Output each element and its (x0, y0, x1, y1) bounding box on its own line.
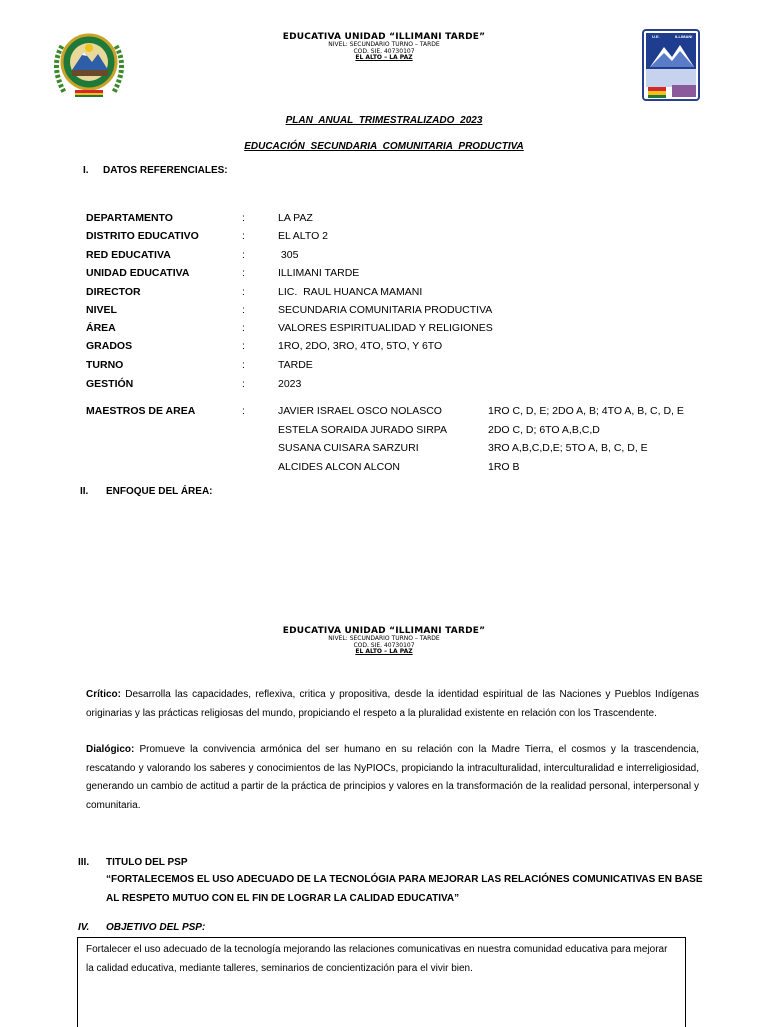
right-logo-label-right: ILLIMANI (675, 34, 693, 39)
section-title: OBJETIVO DEL PSP: (106, 922, 206, 933)
objective-box (77, 937, 686, 1027)
section-heading-4 (78, 922, 205, 933)
header-code: COD. SIE. 40730107 (353, 641, 415, 649)
bullet-label: Dialógico: (86, 744, 135, 755)
teachers-sep: : (242, 405, 245, 417)
data-value: TARDE (278, 359, 313, 371)
data-key: ÁREA (86, 322, 116, 334)
header-level-shift: NIVEL: SECUNDARIO TURNO – TARDE (328, 41, 440, 49)
data-value: SECUNDARIA COMUNITARIA PRODUCTIVA (278, 304, 493, 316)
data-value: 2023 (278, 378, 302, 390)
data-sep: : (242, 322, 245, 334)
teacher-grades: 1RO C, D, E; 2DO A, B; 4TO A, B, C, D, E (488, 405, 684, 417)
bullet-item (86, 741, 699, 815)
data-sep: : (242, 378, 245, 390)
psp-title: “FORTALECEMOS EL USO ADECUADO DE LA TECNOLÓGIA PARA MEJORAR LAS RELACIÓNES COMUNICATIVAS EN BASE AL RESPETO MUTUO CON EL FIN DE LOGRAR LA CALIDAD EDUCATIVA” (106, 874, 703, 904)
data-value: LA PAZ (278, 212, 313, 224)
data-key: GESTIÓN (86, 378, 134, 390)
teachers-key: MAESTROS DE AREA (86, 405, 196, 417)
data-key: DIRECTOR (86, 286, 141, 298)
header-school-name: EDUCATIVA UNIDAD “ILLIMANI TARDE” (282, 32, 486, 42)
bullet-text: Desarrolla las capacidades, reflexiva, critica y propositiva, desde la identidad espiritual de las Naciones y Pueblos Indígenas originarias y las prácticas religiosas del mundo, propiciando el respeto a la pluralidad existente en relación con los Trascendente. (86, 689, 699, 719)
section-number: IV. (78, 922, 90, 933)
data-key: UNIDAD EDUCATIVA (86, 267, 190, 279)
header-level-shift: NIVEL: SECUNDARIO TURNO – TARDE (328, 635, 440, 643)
teacher-name: ALCIDES ALCON ALCON (278, 461, 400, 473)
header-place: EL ALTO – LA PAZ (355, 54, 413, 62)
data-value: EL ALTO 2 (278, 230, 329, 242)
bullet-item (86, 686, 699, 723)
section-title: DATOS REFERENCIALES: (103, 165, 228, 176)
page-header-repeat (0, 627, 768, 655)
plan-title: PLAN ANUAL TRIMESTRALIZADO 2023 (285, 115, 483, 126)
data-sep: : (242, 230, 245, 242)
right-logo-label-left: U.E. (652, 34, 660, 39)
section-heading-1 (83, 165, 228, 176)
bullet-text: Promueve la convivencia armónica del ser humano en su relación con la Madre Tierra, el cosmos y la trascendencia, rescatando y valorando los saberes y conocimientos de las NyPIOCs, propiciando la intraculturalidad, interculturalidad e interreligiosidad, generando un cambio de actitud a partir de la práctica de principios y valores en la transformación de la realidad personal, interpersonal y comunitaria. (86, 744, 699, 811)
data-sep: : (242, 340, 245, 352)
data-value: 1RO, 2DO, 3RO, 4TO, 5TO, Y 6TO (278, 340, 443, 352)
section-heading-2 (80, 486, 213, 497)
section-number: III. (78, 857, 90, 868)
section-heading-3 (78, 857, 188, 868)
data-key: DEPARTAMENTO (86, 212, 173, 224)
plan-subtitle: EDUCACIÓN SECUNDARIA COMUNITARIA PRODUCTIVA (244, 141, 524, 152)
data-value: 305 (278, 249, 299, 261)
data-key: GRADOS (86, 340, 133, 352)
bullet-label: Crítico: (86, 689, 121, 700)
header-school-name: EDUCATIVA UNIDAD “ILLIMANI TARDE” (282, 626, 486, 636)
data-value: LIC. RAUL HUANCA MAMANI (278, 286, 423, 298)
data-key: RED EDUCATIVA (86, 249, 171, 261)
teacher-name: ESTELA SORAIDA JURADO SIRPA (278, 424, 448, 436)
page-header (0, 33, 768, 61)
teacher-grades: 1RO B (488, 461, 520, 473)
header-place: EL ALTO – LA PAZ (355, 648, 413, 656)
section-title: TITULO DEL PSP (106, 857, 188, 868)
data-value: VALORES ESPIRITUALIDAD Y RELIGIONES (278, 322, 493, 334)
section-number: II. (80, 486, 89, 497)
left-logo-ring-text: DISTRITO DE EL ALTO (72, 30, 106, 34)
section-title: ENFOQUE DEL ÁREA: (106, 486, 213, 497)
data-value: ILLIMANI TARDE (278, 267, 360, 279)
objective-text: Fortalecer el uso adecuado de la tecnología mejorando las relaciones comunicativas en nuestra comunidad educativa para mejorar la calidad educativa, mediante talleres, seminarios de concientización para el vivir bien. (86, 944, 668, 974)
data-key: TURNO (86, 359, 124, 371)
section-number: I. (83, 165, 89, 176)
teacher-name: SUSANA CUISARA SARZURI (278, 442, 419, 454)
teacher-grades: 2DO C, D; 6TO A,B,C,D (488, 424, 600, 436)
teacher-grades: 3RO A,B,C,D,E; 5TO A, B, C, D, E (488, 442, 648, 454)
data-sep: : (242, 249, 245, 261)
data-sep: : (242, 359, 245, 371)
data-sep: : (242, 267, 245, 279)
teacher-name: JAVIER ISRAEL OSCO NOLASCO (278, 405, 442, 417)
header-code: COD. SIE. 40730107 (353, 47, 415, 55)
data-key: DISTRITO EDUCATIVO (86, 230, 199, 242)
data-key: NIVEL (86, 304, 117, 316)
data-sep: : (242, 304, 245, 316)
data-sep: : (242, 286, 245, 298)
data-sep: : (242, 212, 245, 224)
